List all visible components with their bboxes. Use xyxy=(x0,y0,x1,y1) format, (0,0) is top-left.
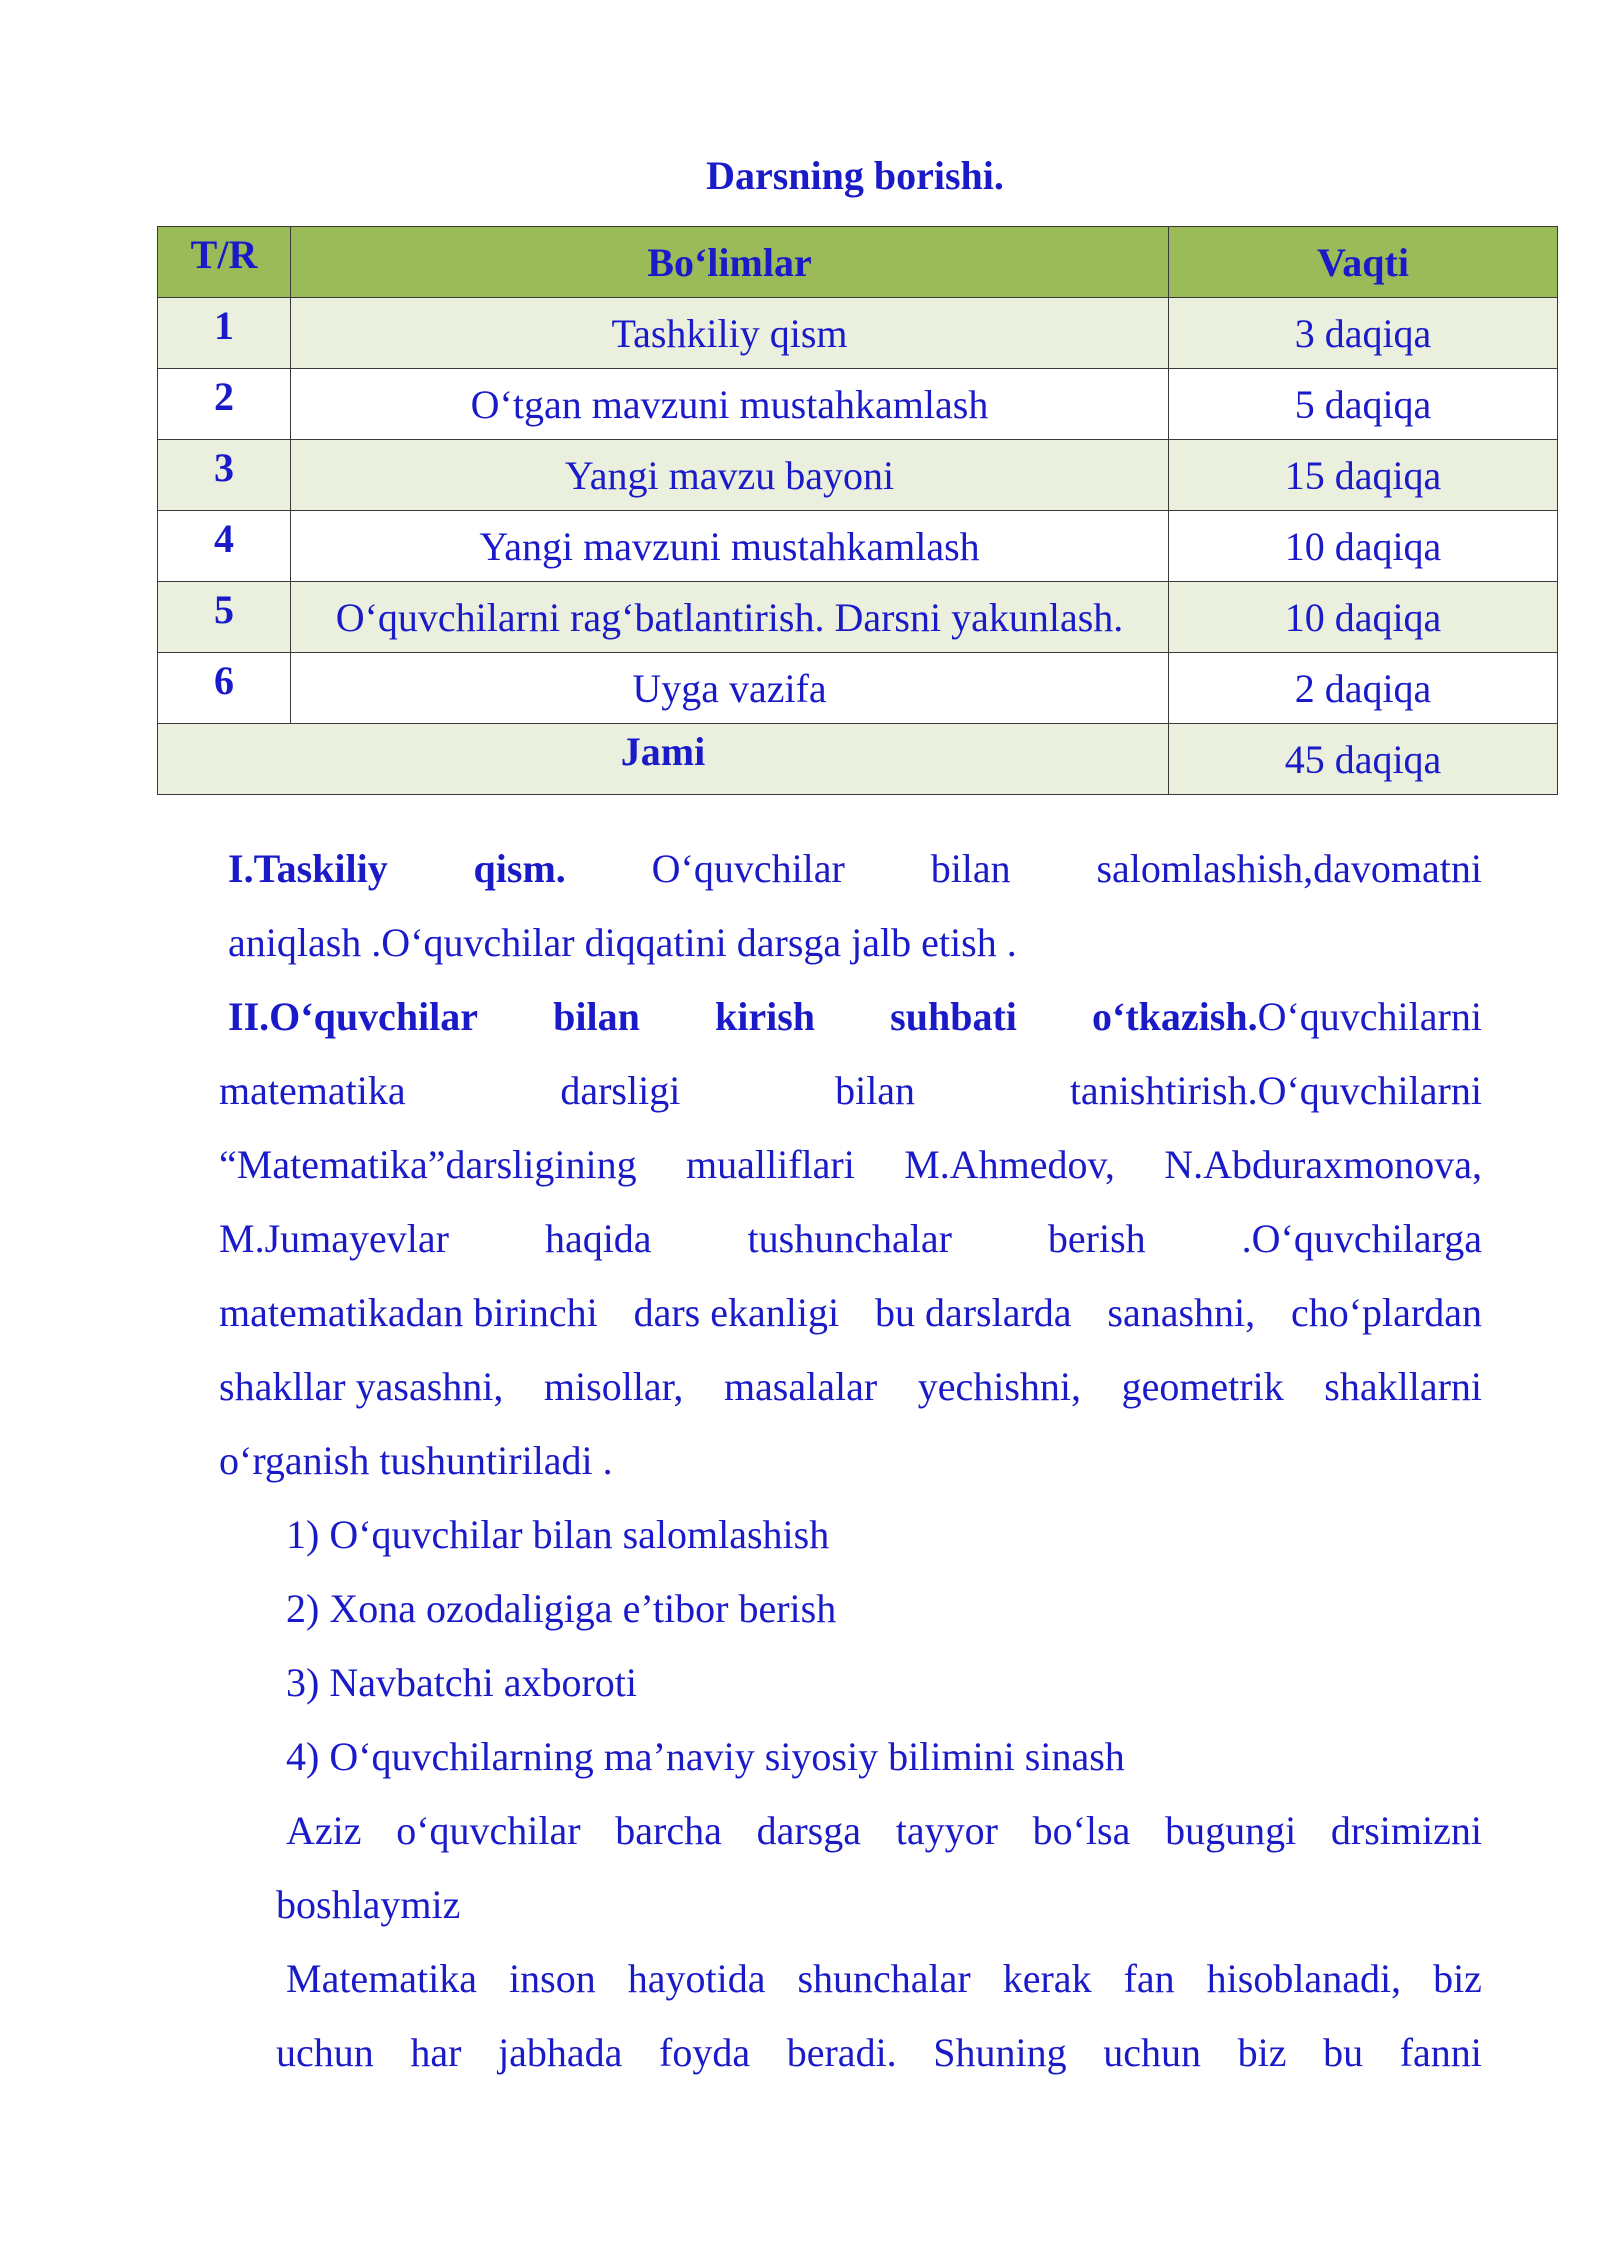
paragraph-4-word: kerak xyxy=(1002,1956,1092,2001)
section-2-word: mualliflari xyxy=(686,1142,855,1187)
page-title: Darsning borishi. xyxy=(706,153,1004,198)
section-2-word: bilan xyxy=(835,1068,916,1113)
section-2-word: dars ekanligi xyxy=(633,1290,840,1335)
table-row xyxy=(158,653,1558,724)
paragraph-4-word: Shuning xyxy=(933,2030,1067,2075)
paragraph-4-line-1 xyxy=(286,1955,1482,2003)
paragraph-4-word: har xyxy=(410,2030,462,2075)
section-2-word: bu darslarda xyxy=(874,1290,1072,1335)
paragraph-3-word: o‘quvchilar xyxy=(396,1808,581,1853)
lesson-schedule-table xyxy=(157,226,1558,795)
paragraph-4-word: jabhada xyxy=(498,2030,623,2075)
section-2-line-7: o‘rganish tushuntiriladi . xyxy=(219,1438,613,1483)
section-2-heading-word: II.O‘quvchilar xyxy=(228,994,479,1039)
section-2-word: “Matematika”darsligining xyxy=(219,1142,637,1187)
row-number: 1 xyxy=(158,298,291,369)
row-time: 2 daqiqa xyxy=(1169,653,1558,724)
row-section: Tashkiliy qism xyxy=(291,298,1169,369)
paragraph-4-word: beradi. xyxy=(786,2030,897,2075)
section-1-line-2: aniqlash .O‘quvchilar diqqatini darsga jalb etish . xyxy=(228,920,1017,965)
row-time: 15 daqiqa xyxy=(1169,440,1558,511)
section-1-word: bilan xyxy=(930,846,1011,891)
section-2-heading-word: suhbati xyxy=(890,994,1017,1039)
list-item: 3) Navbatchi axboroti xyxy=(286,1660,637,1705)
total-label: Jami xyxy=(158,724,1169,795)
table-row xyxy=(158,369,1558,440)
section-2-line-6 xyxy=(219,1363,1482,1411)
section-2-word: misollar, xyxy=(543,1364,684,1409)
section-2-heading-word: o‘tkazish. xyxy=(1092,994,1258,1039)
row-number: 2 xyxy=(158,369,291,440)
section-2-word: O‘quvchilarni xyxy=(1257,994,1482,1039)
paragraph-4-word: fan xyxy=(1123,1956,1175,2001)
section-2-line-3 xyxy=(219,1141,1482,1189)
section-2-word: sanashni, xyxy=(1107,1290,1256,1335)
section-2-word: M.Jumayevlar xyxy=(219,1216,449,1261)
paragraph-3-line-2: boshlaymiz xyxy=(276,1882,461,1927)
paragraph-3-line-1 xyxy=(286,1807,1482,1855)
row-number: 5 xyxy=(158,582,291,653)
section-1-line-1 xyxy=(228,845,1482,893)
row-time: 10 daqiqa xyxy=(1169,582,1558,653)
paragraph-3-word: darsga xyxy=(756,1808,861,1853)
row-time: 5 daqiqa xyxy=(1169,369,1558,440)
row-time: 3 daqiqa xyxy=(1169,298,1558,369)
paragraph-4-word: bu xyxy=(1323,2030,1364,2075)
section-2-word: tanishtirish.O‘quvchilarni xyxy=(1069,1068,1482,1113)
row-section: Uyga vazifa xyxy=(291,653,1169,724)
header-sections: Bo‘limlar xyxy=(291,227,1169,298)
section-1-word: O‘quvchilar xyxy=(651,846,845,891)
row-number: 3 xyxy=(158,440,291,511)
table-row xyxy=(158,582,1558,653)
paragraph-4-word: uchun xyxy=(276,2030,374,2075)
section-1-heading-word: I.Taskiliy xyxy=(228,846,388,891)
row-number: 6 xyxy=(158,653,291,724)
section-2-word: geometrik xyxy=(1121,1364,1284,1409)
section-2-line-4 xyxy=(219,1215,1482,1263)
paragraph-3-word: bugungi xyxy=(1165,1808,1297,1853)
table-row xyxy=(158,440,1558,511)
paragraph-3-word: Aziz xyxy=(286,1808,362,1853)
paragraph-4-word: biz xyxy=(1433,1956,1482,2001)
paragraph-3-word: bo‘lsa xyxy=(1032,1808,1131,1853)
section-1-heading-word: qism. xyxy=(473,846,566,891)
section-2-word: haqida xyxy=(544,1216,652,1261)
section-2-heading-word: kirish xyxy=(714,994,816,1039)
row-section: O‘quvchilarni rag‘batlantirish. Darsni yakunlash. xyxy=(291,582,1169,653)
section-2-word: matematika xyxy=(219,1068,406,1113)
section-1-word: salomlashish,davomatni xyxy=(1096,846,1482,891)
header-time: Vaqti xyxy=(1169,227,1558,298)
paragraph-4-word: inson xyxy=(509,1956,596,2001)
row-section: Yangi mavzuni mustahkamlash xyxy=(291,511,1169,582)
list-item: 2) Xona ozodaligiga e’tibor berish xyxy=(286,1586,837,1631)
paragraph-4-word: hayotida xyxy=(627,1956,766,2001)
paragraph-4-word: biz xyxy=(1237,2030,1287,2075)
paragraph-4-word: fanni xyxy=(1399,2030,1482,2075)
section-2-word: masalalar xyxy=(723,1364,878,1409)
row-section: Yangi mavzu bayoni xyxy=(291,440,1169,511)
section-2-word: shakllarni xyxy=(1324,1364,1482,1409)
paragraph-4-word: hisoblanadi, xyxy=(1206,1956,1402,2001)
list-item: 4) O‘quvchilarning ma’naviy siyosiy bilimini sinash xyxy=(286,1734,1125,1779)
section-2-heading-end xyxy=(1092,993,1482,1041)
paragraph-4-word: uchun xyxy=(1103,2030,1202,2075)
section-2-word: matematikadan birinchi xyxy=(219,1290,598,1335)
row-section: O‘tgan mavzuni mustahkamlash xyxy=(291,369,1169,440)
paragraph-4-word: shunchalar xyxy=(797,1956,971,2001)
section-2-word: shakllar yasashni, xyxy=(219,1364,504,1409)
paragraph-3-word: tayyor xyxy=(895,1808,998,1853)
paragraph-4-word: Matematika xyxy=(286,1956,478,2001)
section-2-word: darsligi xyxy=(560,1068,681,1113)
section-2-word: tushunchalar xyxy=(747,1216,952,1261)
section-2-word: cho‘plardan xyxy=(1290,1290,1482,1335)
table-row xyxy=(158,511,1558,582)
paragraph-3-word: drsimizni xyxy=(1330,1808,1482,1853)
section-2-word: .O‘quvchilarga xyxy=(1241,1216,1482,1261)
section-2-line-2 xyxy=(219,1067,1482,1115)
table-row xyxy=(158,298,1558,369)
table-header-row xyxy=(158,227,1558,298)
section-2-line-5 xyxy=(219,1289,1482,1337)
paragraph-4-word: foyda xyxy=(659,2030,751,2075)
section-2-word: N.Abduraxmonova, xyxy=(1164,1142,1482,1187)
paragraph-3-word: barcha xyxy=(615,1808,722,1853)
list-item: 1) O‘quvchilar bilan salomlashish xyxy=(286,1512,830,1557)
paragraph-4-line-2 xyxy=(276,2029,1482,2077)
header-tr: T/R xyxy=(158,227,291,298)
section-2-line-1 xyxy=(228,993,1482,1041)
total-time: 45 daqiqa xyxy=(1169,724,1558,795)
row-time: 10 daqiqa xyxy=(1169,511,1558,582)
section-2-word: yechishni, xyxy=(917,1364,1082,1409)
section-2-word: berish xyxy=(1047,1216,1146,1261)
table-total-row xyxy=(158,724,1558,795)
section-2-word: M.Ahmedov, xyxy=(904,1142,1115,1187)
row-number: 4 xyxy=(158,511,291,582)
section-2-heading-word: bilan xyxy=(553,994,640,1039)
